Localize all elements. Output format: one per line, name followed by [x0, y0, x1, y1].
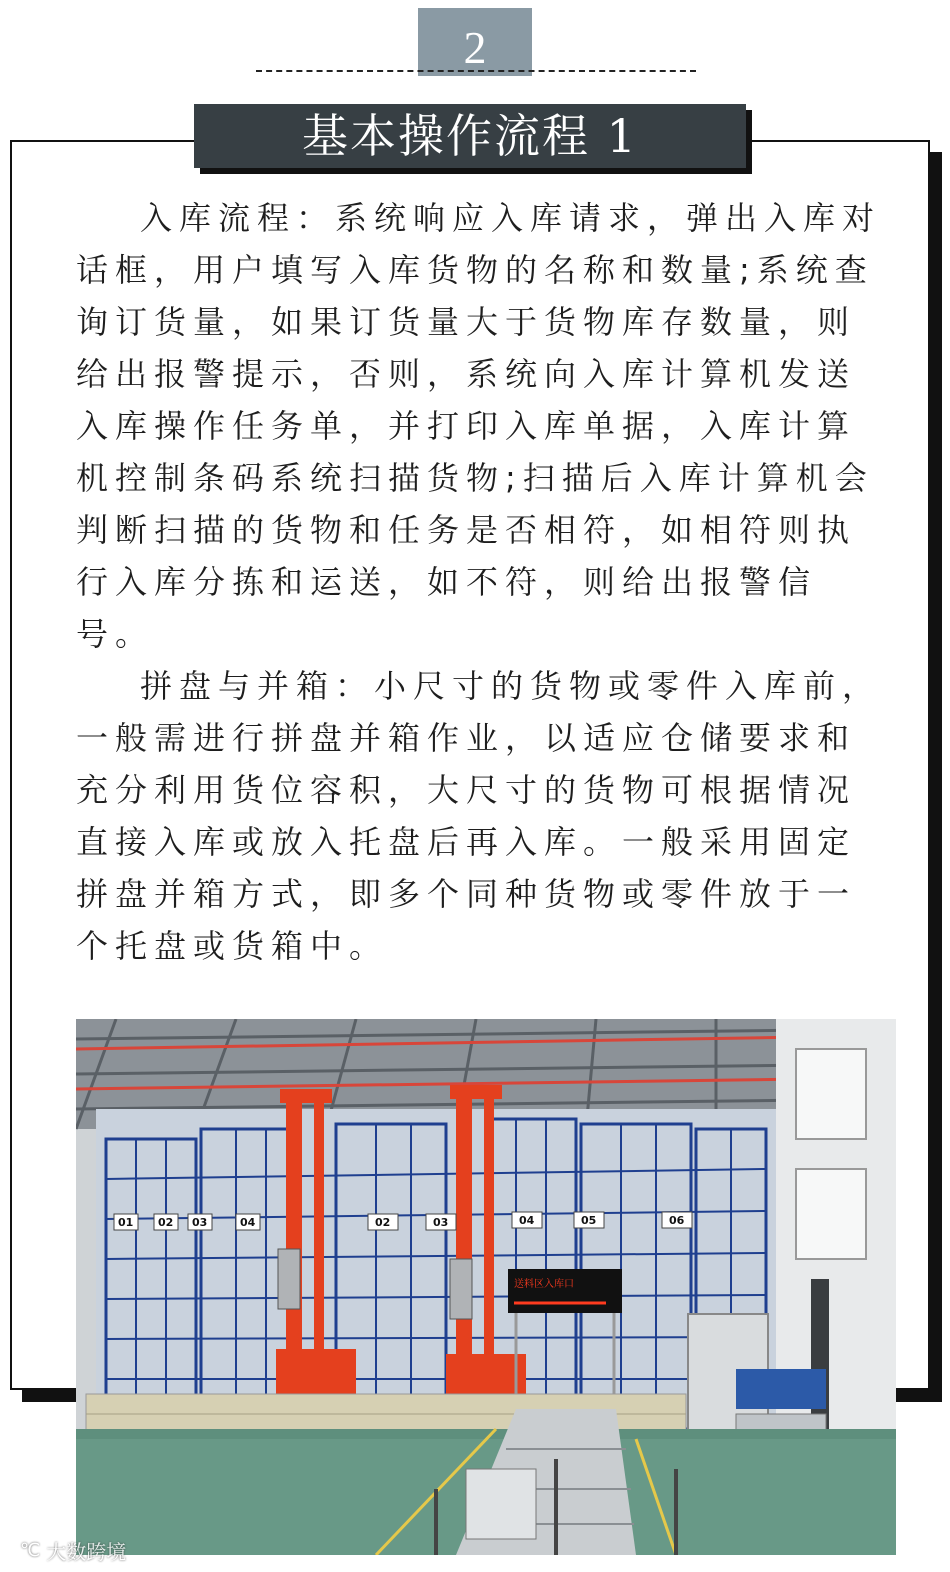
aisle-label: 02 — [375, 1216, 391, 1229]
paragraph-inbound-process: 入库流程：系统响应入库请求，弹出入库对话框，用户填写入库货物的名称和数量;系统查询订货量，如果订货量大于货物库存数量，则给出报警提示，否则，系统向入库计算机发送入库操作任务单，并打印入库单据，入库计算机控制条码系统扫描货物;扫描后入库计算机会判断扫描的货物和任务是否相符，如相符则执行入库分拣和运送，如不符，则给出报警信号。 — [76, 199, 882, 653]
aisle-label: 01 — [118, 1216, 134, 1229]
paragraph-consolidation: 拼盘与并箱：小尺寸的货物或零件入库前，一般需进行拼盘并箱作业，以适应仓储要求和充分利用货位容积，大尺寸的货物可根据情况直接入库或放入托盘后再入库。一般采用固定拼盘并箱方式，即多个同种货物或零件放于一个托盘或货箱中。 — [76, 667, 882, 965]
dashed-divider — [256, 70, 696, 72]
warehouse-photo — [76, 1019, 896, 1555]
watermark-text: 大数跨境 — [46, 1540, 127, 1564]
section-number-badge: 2 — [418, 8, 532, 76]
aisle-label: 05 — [581, 1214, 597, 1227]
led-sign: 送料区入库口 — [514, 1279, 574, 1290]
aisle-label: 06 — [669, 1214, 685, 1227]
section-title: 基本操作流程 1 — [194, 104, 746, 168]
aisle-label: 02 — [158, 1216, 174, 1229]
watermark — [20, 1536, 126, 1565]
aisle-label: 04 — [519, 1214, 535, 1227]
aisle-label: 03 — [433, 1216, 449, 1229]
aisle-label: 04 — [240, 1216, 256, 1229]
aisle-label: 03 — [192, 1216, 208, 1229]
body-text — [76, 192, 882, 972]
logo-icon: ℃ — [20, 1540, 41, 1561]
